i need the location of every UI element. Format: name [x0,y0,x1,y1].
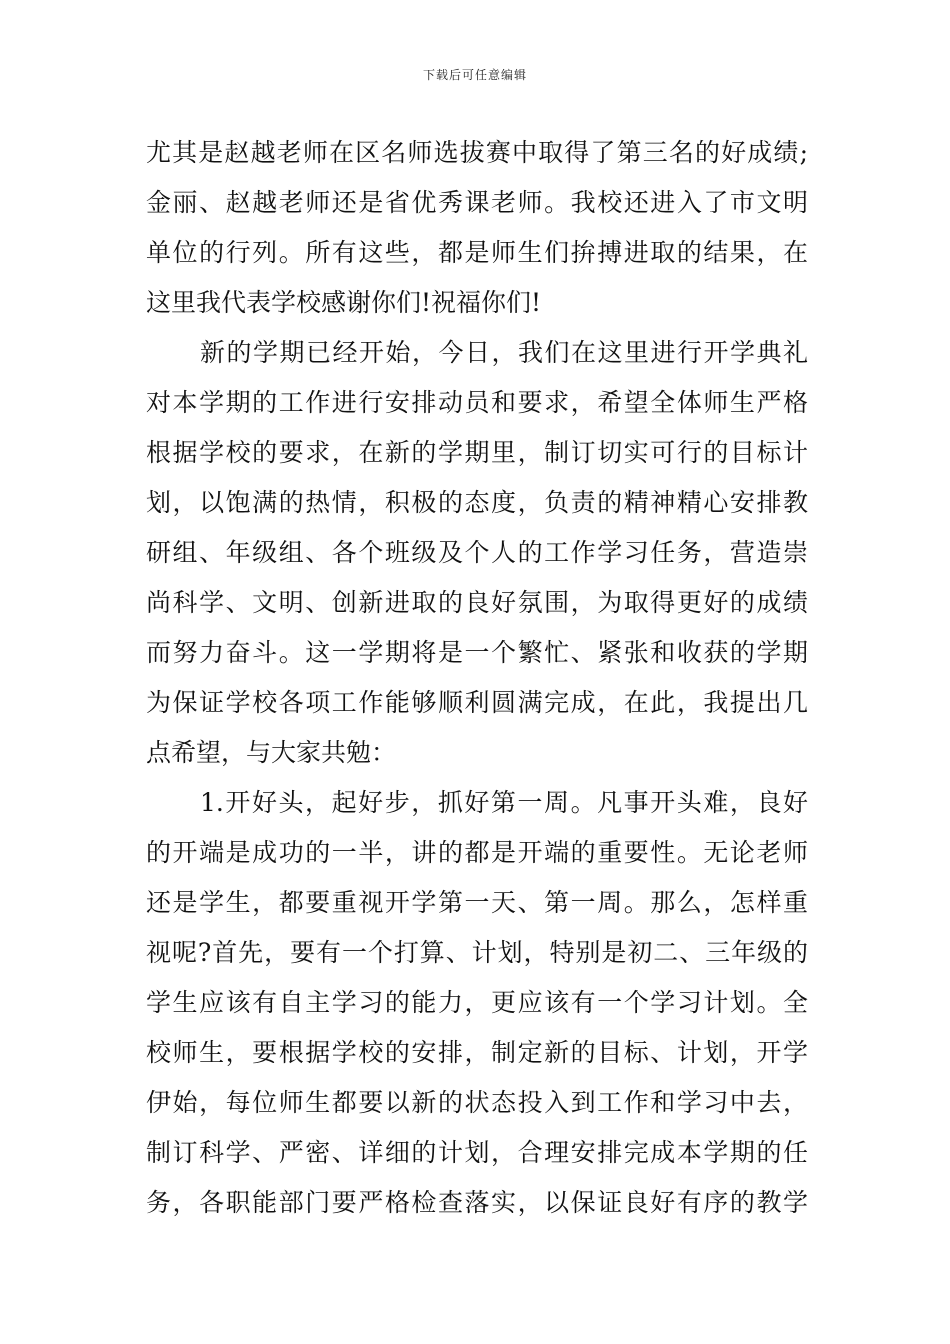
text-line: 1.开好头，起好步，抓好第一周。凡事开头难，良好 [200,788,808,817]
text-line: 学生应该有自主学习的能力，更应该有一个学习计划。全 [146,988,808,1017]
text-line: 尚科学、文明、创新进取的良好氛围，为取得更好的成绩 [146,588,808,617]
text-line: 视呢?首先，要有一个打算、计划，特别是初二、三年级的 [146,938,808,967]
text-line: 还是学生，都要重视开学第一天、第一周。那么，怎样重 [146,888,808,917]
text-line: 制订科学、严密、详细的计划，合理安排完成本学期的任 [146,1138,808,1167]
header-note: 下载后可任意编辑 [422,68,527,82]
text-line: 尤其是赵越老师在区名师选拔赛中取得了第三名的好成绩; [146,138,808,167]
text-line: 研组、年级组、各个班级及个人的工作学习任务，营造崇 [146,538,808,567]
text-line: 为保证学校各项工作能够顺利圆满完成，在此，我提出几 [146,688,808,717]
text-line: 务，各职能部门要严格检查落实，以保证良好有序的教学 [146,1188,808,1217]
text-line: 这里我代表学校感谢你们!祝福你们! [146,288,542,317]
text-line: 单位的行列。所有这些，都是师生们拚搏进取的结果，在 [146,238,808,267]
text-line: 金丽、赵越老师还是省优秀课老师。我校还进入了市文明 [146,188,808,217]
text-line: 点希望，与大家共勉： [146,738,397,767]
text-line: 的开端是成功的一半，讲的都是开端的重要性。无论老师 [146,838,808,867]
body-text [146,128,808,1228]
text-line: 根据学校的要求，在新的学期里，制订切实可行的目标计 [146,438,808,467]
text-line: 新的学期已经开始，今日，我们在这里进行开学典礼 [200,338,808,367]
text-line: 而努力奋斗。这一学期将是一个繁忙、紧张和收获的学期 [146,638,808,667]
text-line: 划，以饱满的热情，积极的态度，负责的精神精心安排教 [146,488,808,517]
text-line: 校师生，要根据学校的安排，制定新的目标、计划，开学 [146,1038,808,1067]
text-line: 对本学期的工作进行安排动员和要求，希望全体师生严格 [146,388,808,417]
text-line: 伊始，每位师生都要以新的状态投入到工作和学习中去， [146,1088,808,1117]
